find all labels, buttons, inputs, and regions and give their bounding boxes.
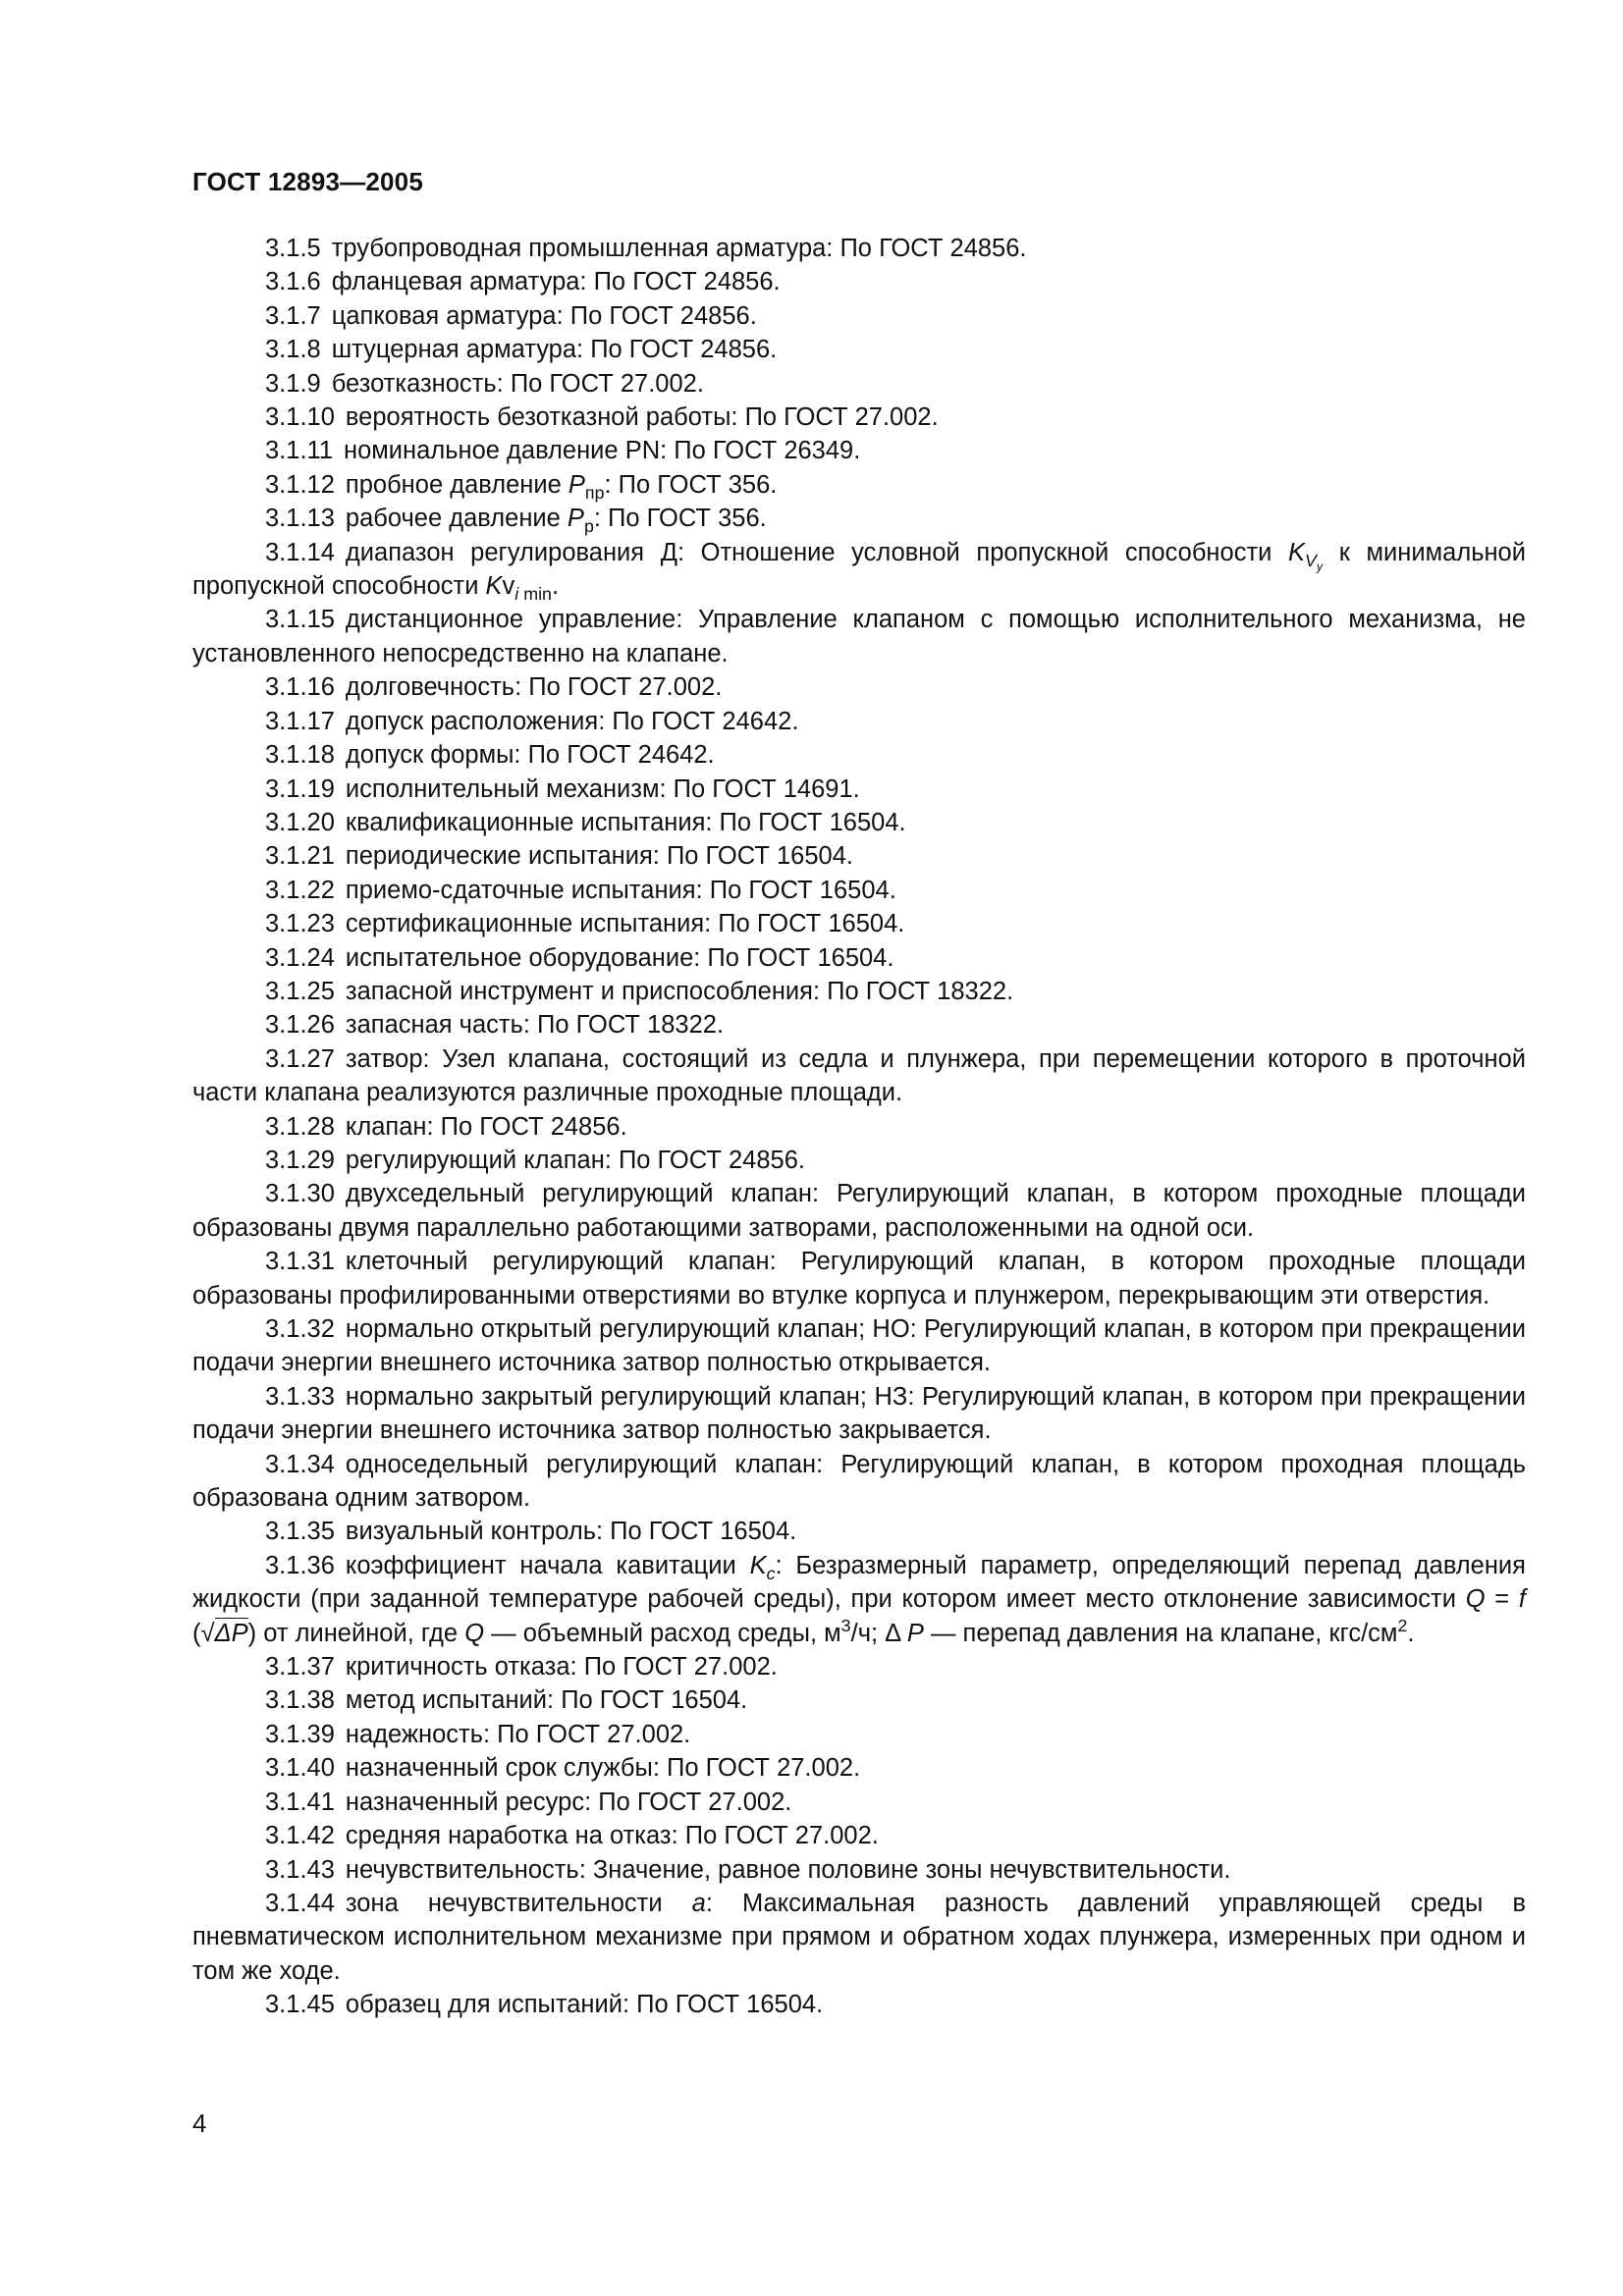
clause-3-1-41 xyxy=(192,1786,1526,1819)
clause-3-1-19 xyxy=(192,773,1526,806)
clause-text-e: /ч; Δ xyxy=(850,1619,907,1647)
clause-3-1-37 xyxy=(192,1650,1526,1683)
clause-3-1-42 xyxy=(192,1819,1526,1852)
equals-sign: = xyxy=(1485,1585,1519,1614)
clause-text: вероятность безотказной работы: По ГОСТ 27.002. xyxy=(345,403,939,432)
clause-3-1-25 xyxy=(192,975,1526,1008)
page-header: ГОСТ 12893—2005 xyxy=(192,167,423,196)
clause-text: рабочее давление xyxy=(345,505,568,533)
clause-number: 3.1.40 xyxy=(265,1754,335,1783)
clause-3-1-18 xyxy=(192,738,1526,772)
clause-number: 3.1.22 xyxy=(265,876,335,904)
clause-number: 3.1.21 xyxy=(265,842,335,871)
subscript: c xyxy=(766,1564,776,1584)
clause-number: 3.1.18 xyxy=(265,741,335,770)
clause-text: нечувствительность: Значение, равное половине зоны нечувствительности. xyxy=(345,1855,1231,1884)
clause-number: 3.1.8 xyxy=(265,336,321,364)
clause-3-1-45 xyxy=(192,1988,1526,2021)
clause-text: фланцевая арматура: По ГОСТ 24856. xyxy=(331,268,781,296)
clause-text: дистанционное управление: Управление клапаном с помощью исполнительного механизма, не установленного непосредственно на клапане. xyxy=(192,606,1526,667)
clause-text: назначенный срок службы: По ГОСТ 27.002. xyxy=(345,1754,861,1783)
clause-3-1-27 xyxy=(192,1042,1526,1110)
clause-number: 3.1.33 xyxy=(265,1382,335,1411)
clause-text-d: — объемный расход среды, м xyxy=(484,1619,841,1647)
clause-3-1-43 xyxy=(192,1853,1526,1887)
subscript-v: V xyxy=(1304,550,1317,570)
clause-text: сертификационные испытания: По ГОСТ 16504. xyxy=(345,910,905,938)
clause-3-1-6 xyxy=(192,265,1526,298)
subscript xyxy=(1304,550,1324,574)
clause-3-1-35 xyxy=(192,1515,1526,1548)
clause-text: нормально открытый регулирующий клапан; НО: Регулирующий клапан, в котором при прекращении подачи энергии внешнего источника затвор полностью открывается. xyxy=(192,1315,1526,1377)
clause-3-1-5 xyxy=(192,232,1526,265)
symbol-p: P xyxy=(906,1619,924,1647)
clause-text: нормально закрытый регулирующий клапан; НЗ: Регулирующий клапан, в котором при прекращении подачи энергии внешнего источника затвор полностью закрывается. xyxy=(192,1382,1526,1445)
subscript: пр xyxy=(584,483,605,504)
clause-text-tail: : Максимальная разность давлений управляющей среды в пневматическом исполнительном механизме при прямом и обратном ходах плунжера, измеренных при одном и том же ходе. xyxy=(192,1889,1526,1985)
symbol-q2: Q xyxy=(464,1619,485,1647)
clause-text-tail: . xyxy=(551,572,560,601)
clause-number: 3.1.44 xyxy=(265,1889,335,1917)
clause-number: 3.1.27 xyxy=(265,1044,335,1073)
clause-text-tail: : По ГОСТ 356. xyxy=(593,505,767,533)
clause-3-1-10 xyxy=(192,400,1526,434)
clause-3-1-23 xyxy=(192,907,1526,940)
clause-3-1-34 xyxy=(192,1448,1526,1516)
clause-3-1-12 xyxy=(192,468,1526,502)
clause-number: 3.1.43 xyxy=(265,1855,335,1884)
subscript: р xyxy=(583,516,594,537)
clause-number: 3.1.23 xyxy=(265,910,335,938)
clause-3-1-9 xyxy=(192,367,1526,400)
clause-text: назначенный ресурс: По ГОСТ 27.002. xyxy=(345,1788,792,1816)
clause-number: 3.1.15 xyxy=(265,606,335,634)
clause-text: односедельный регулирующий клапан: Регулирующий клапан, в котором проходная площадь образована одним затвором. xyxy=(192,1450,1526,1513)
clause-3-1-29 xyxy=(192,1144,1526,1177)
clause-3-1-31 xyxy=(192,1245,1526,1312)
clause-3-1-30 xyxy=(192,1177,1526,1245)
clause-number: 3.1.38 xyxy=(265,1686,335,1715)
clause-3-1-24 xyxy=(192,941,1526,975)
clause-3-1-32 xyxy=(192,1312,1526,1380)
clause-text: зона нечувствительности xyxy=(345,1889,692,1917)
clause-number: 3.1.24 xyxy=(265,943,335,972)
clause-text-mid: к минимальной пропускной способности xyxy=(192,538,1526,601)
clause-text: метод испытаний: По ГОСТ 16504. xyxy=(345,1686,748,1715)
clause-number: 3.1.32 xyxy=(265,1315,335,1343)
clause-text: долговечность: По ГОСТ 27.002. xyxy=(345,673,723,702)
clause-number: 3.1.28 xyxy=(265,1112,335,1141)
clause-text: допуск формы: По ГОСТ 24642. xyxy=(345,741,715,770)
clause-text: образец для испытаний: По ГОСТ 16504. xyxy=(345,1991,824,2019)
superscript-3: 3 xyxy=(840,1615,851,1635)
symbol-p: P xyxy=(568,470,585,499)
symbol-k2: K xyxy=(485,572,503,601)
clause-text: пробное давление xyxy=(345,470,568,499)
clause-3-1-16 xyxy=(192,670,1526,704)
symbol-f: f xyxy=(1518,1585,1527,1614)
clause-number: 3.1.5 xyxy=(265,235,321,262)
symbol-q: Q xyxy=(1465,1585,1486,1614)
page-number: 4 xyxy=(192,2109,207,2138)
clause-text: средняя наработка на отказ: По ГОСТ 27.002. xyxy=(345,1822,879,1850)
clause-number: 3.1.16 xyxy=(265,673,335,702)
clause-text: допуск расположения: По ГОСТ 24642. xyxy=(345,707,799,735)
clause-3-1-39 xyxy=(192,1718,1526,1751)
clause-number: 3.1.34 xyxy=(265,1450,335,1478)
clause-3-1-22 xyxy=(192,874,1526,907)
page-body xyxy=(192,232,1526,2022)
clause-3-1-33 xyxy=(192,1380,1526,1448)
clause-text: визуальный контроль: По ГОСТ 16504. xyxy=(345,1518,797,1546)
clause-number: 3.1.9 xyxy=(265,369,321,398)
clause-text: двухседельный регулирующий клапан: Регулирующий клапан, в котором проходные площади образованы двумя параллельно работающими затворами, расположенными на одной оси. xyxy=(192,1180,1526,1242)
clause-number: 3.1.42 xyxy=(265,1822,335,1850)
clause-number: 3.1.12 xyxy=(265,470,335,499)
sqrt-radicand: ΔP xyxy=(214,1619,248,1647)
clause-3-1-21 xyxy=(192,839,1526,873)
clause-number: 3.1.45 xyxy=(265,1991,335,2019)
paren-open: ( xyxy=(192,1619,201,1647)
clause-text: коэффициент начала кавитации xyxy=(345,1551,750,1579)
clause-text: запасная часть: По ГОСТ 18322. xyxy=(345,1011,725,1040)
clause-text: номинальное давление PN: По ГОСТ 26349. xyxy=(344,437,861,465)
clause-text: безотказность: По ГОСТ 27.002. xyxy=(331,369,704,398)
clause-text: затвор: Узел клапана, состоящий из седла и плунжера, при перемещении которого в проточной части клапана реализуются различные проходные площади. xyxy=(192,1044,1526,1107)
subsubscript: y xyxy=(1316,560,1324,574)
clause-number: 3.1.17 xyxy=(265,707,335,735)
clause-3-1-26 xyxy=(192,1008,1526,1041)
clause-text: диапазон регулирования Д: Отношение условной пропускной способности xyxy=(345,538,1288,566)
clause-number: 3.1.31 xyxy=(265,1248,335,1276)
clause-text: штуцерная арматура: По ГОСТ 24856. xyxy=(331,336,778,364)
clause-3-1-38 xyxy=(192,1683,1526,1717)
clause-text: трубопроводная промышленная арматура: По ГОСТ 24856. xyxy=(331,235,1027,262)
subscript-imin xyxy=(514,584,552,604)
subscript-i: i xyxy=(514,584,519,605)
clause-3-1-28 xyxy=(192,1110,1526,1144)
clause-text: критичность отказа: По ГОСТ 27.002. xyxy=(345,1653,778,1682)
clause-number: 3.1.39 xyxy=(265,1720,335,1748)
clause-number: 3.1.20 xyxy=(265,808,335,836)
clause-number: 3.1.13 xyxy=(265,505,335,533)
clause-text-f: — перепад давления на клапане, кгс/см xyxy=(923,1619,1398,1647)
clause-number: 3.1.19 xyxy=(265,774,335,803)
clause-text: клеточный регулирующий клапан: Регулирующий клапан, в котором проходные площади образованы профилированными отверстиями во втулке корпуса и плунжером, перекрывающим эти отверстия. xyxy=(192,1248,1526,1309)
symbol-k: K xyxy=(1287,538,1305,566)
clause-text: клапан: По ГОСТ 24856. xyxy=(345,1112,627,1141)
clause-text-c: ) от линейной, где xyxy=(247,1619,465,1647)
clause-3-1-17 xyxy=(192,705,1526,738)
clause-number: 3.1.25 xyxy=(265,977,335,1005)
clause-3-1-44 xyxy=(192,1887,1526,1988)
clause-number: 3.1.11 xyxy=(265,437,334,465)
clause-number: 3.1.29 xyxy=(265,1146,335,1174)
symbol-v: v xyxy=(502,572,515,601)
clause-number: 3.1.35 xyxy=(265,1518,335,1546)
clause-text: цапковая арматура: По ГОСТ 24856. xyxy=(331,301,757,330)
clause-number: 3.1.6 xyxy=(265,268,321,296)
clause-3-1-40 xyxy=(192,1751,1526,1785)
subscript-min: min xyxy=(518,584,552,605)
symbol-a: a xyxy=(691,1889,706,1917)
clause-text: периодические испытания: По ГОСТ 16504. xyxy=(345,842,853,871)
clause-number: 3.1.36 xyxy=(265,1551,335,1579)
clause-3-1-13 xyxy=(192,502,1526,535)
clause-number: 3.1.41 xyxy=(265,1788,335,1816)
clause-number: 3.1.37 xyxy=(265,1653,335,1682)
clause-text: квалификационные испытания: По ГОСТ 16504. xyxy=(345,808,906,836)
clause-text: регулирующий клапан: По ГОСТ 24856. xyxy=(345,1146,805,1174)
clause-3-1-7 xyxy=(192,299,1526,333)
clause-3-1-15 xyxy=(192,603,1526,670)
clause-3-1-8 xyxy=(192,333,1526,366)
clause-number: 3.1.30 xyxy=(265,1180,335,1208)
clause-text: приемо-сдаточные испытания: По ГОСТ 16504. xyxy=(345,876,896,904)
clause-3-1-36 xyxy=(192,1549,1526,1650)
clause-number: 3.1.10 xyxy=(265,403,335,432)
clause-text: испытательное оборудование: По ГОСТ 16504. xyxy=(345,943,894,972)
symbol-k: K xyxy=(749,1551,767,1579)
clause-3-1-20 xyxy=(192,806,1526,839)
clause-text-tail: : По ГОСТ 356. xyxy=(604,470,778,499)
superscript-2: 2 xyxy=(1397,1615,1408,1635)
clause-3-1-14 xyxy=(192,536,1526,604)
clause-text: запасной инструмент и приспособления: По ГОСТ 18322. xyxy=(345,977,1014,1005)
clause-text-mid: : Безразмерный параметр, определяющий перепад давления жидкости (при заданной температуре рабочей среды), при котором имеет место отклонение зависимости xyxy=(192,1551,1526,1614)
clause-number: 3.1.7 xyxy=(265,301,321,330)
clause-number: 3.1.26 xyxy=(265,1011,335,1040)
sqrt-sign: √ xyxy=(200,1619,215,1647)
clause-number: 3.1.14 xyxy=(265,538,335,566)
clause-text: надежность: По ГОСТ 27.002. xyxy=(345,1720,691,1748)
clause-text-g: . xyxy=(1407,1619,1415,1647)
clause-text: исполнительный механизм: По ГОСТ 14691. xyxy=(345,774,860,803)
symbol-p: P xyxy=(567,505,584,533)
clause-3-1-11 xyxy=(192,434,1526,467)
